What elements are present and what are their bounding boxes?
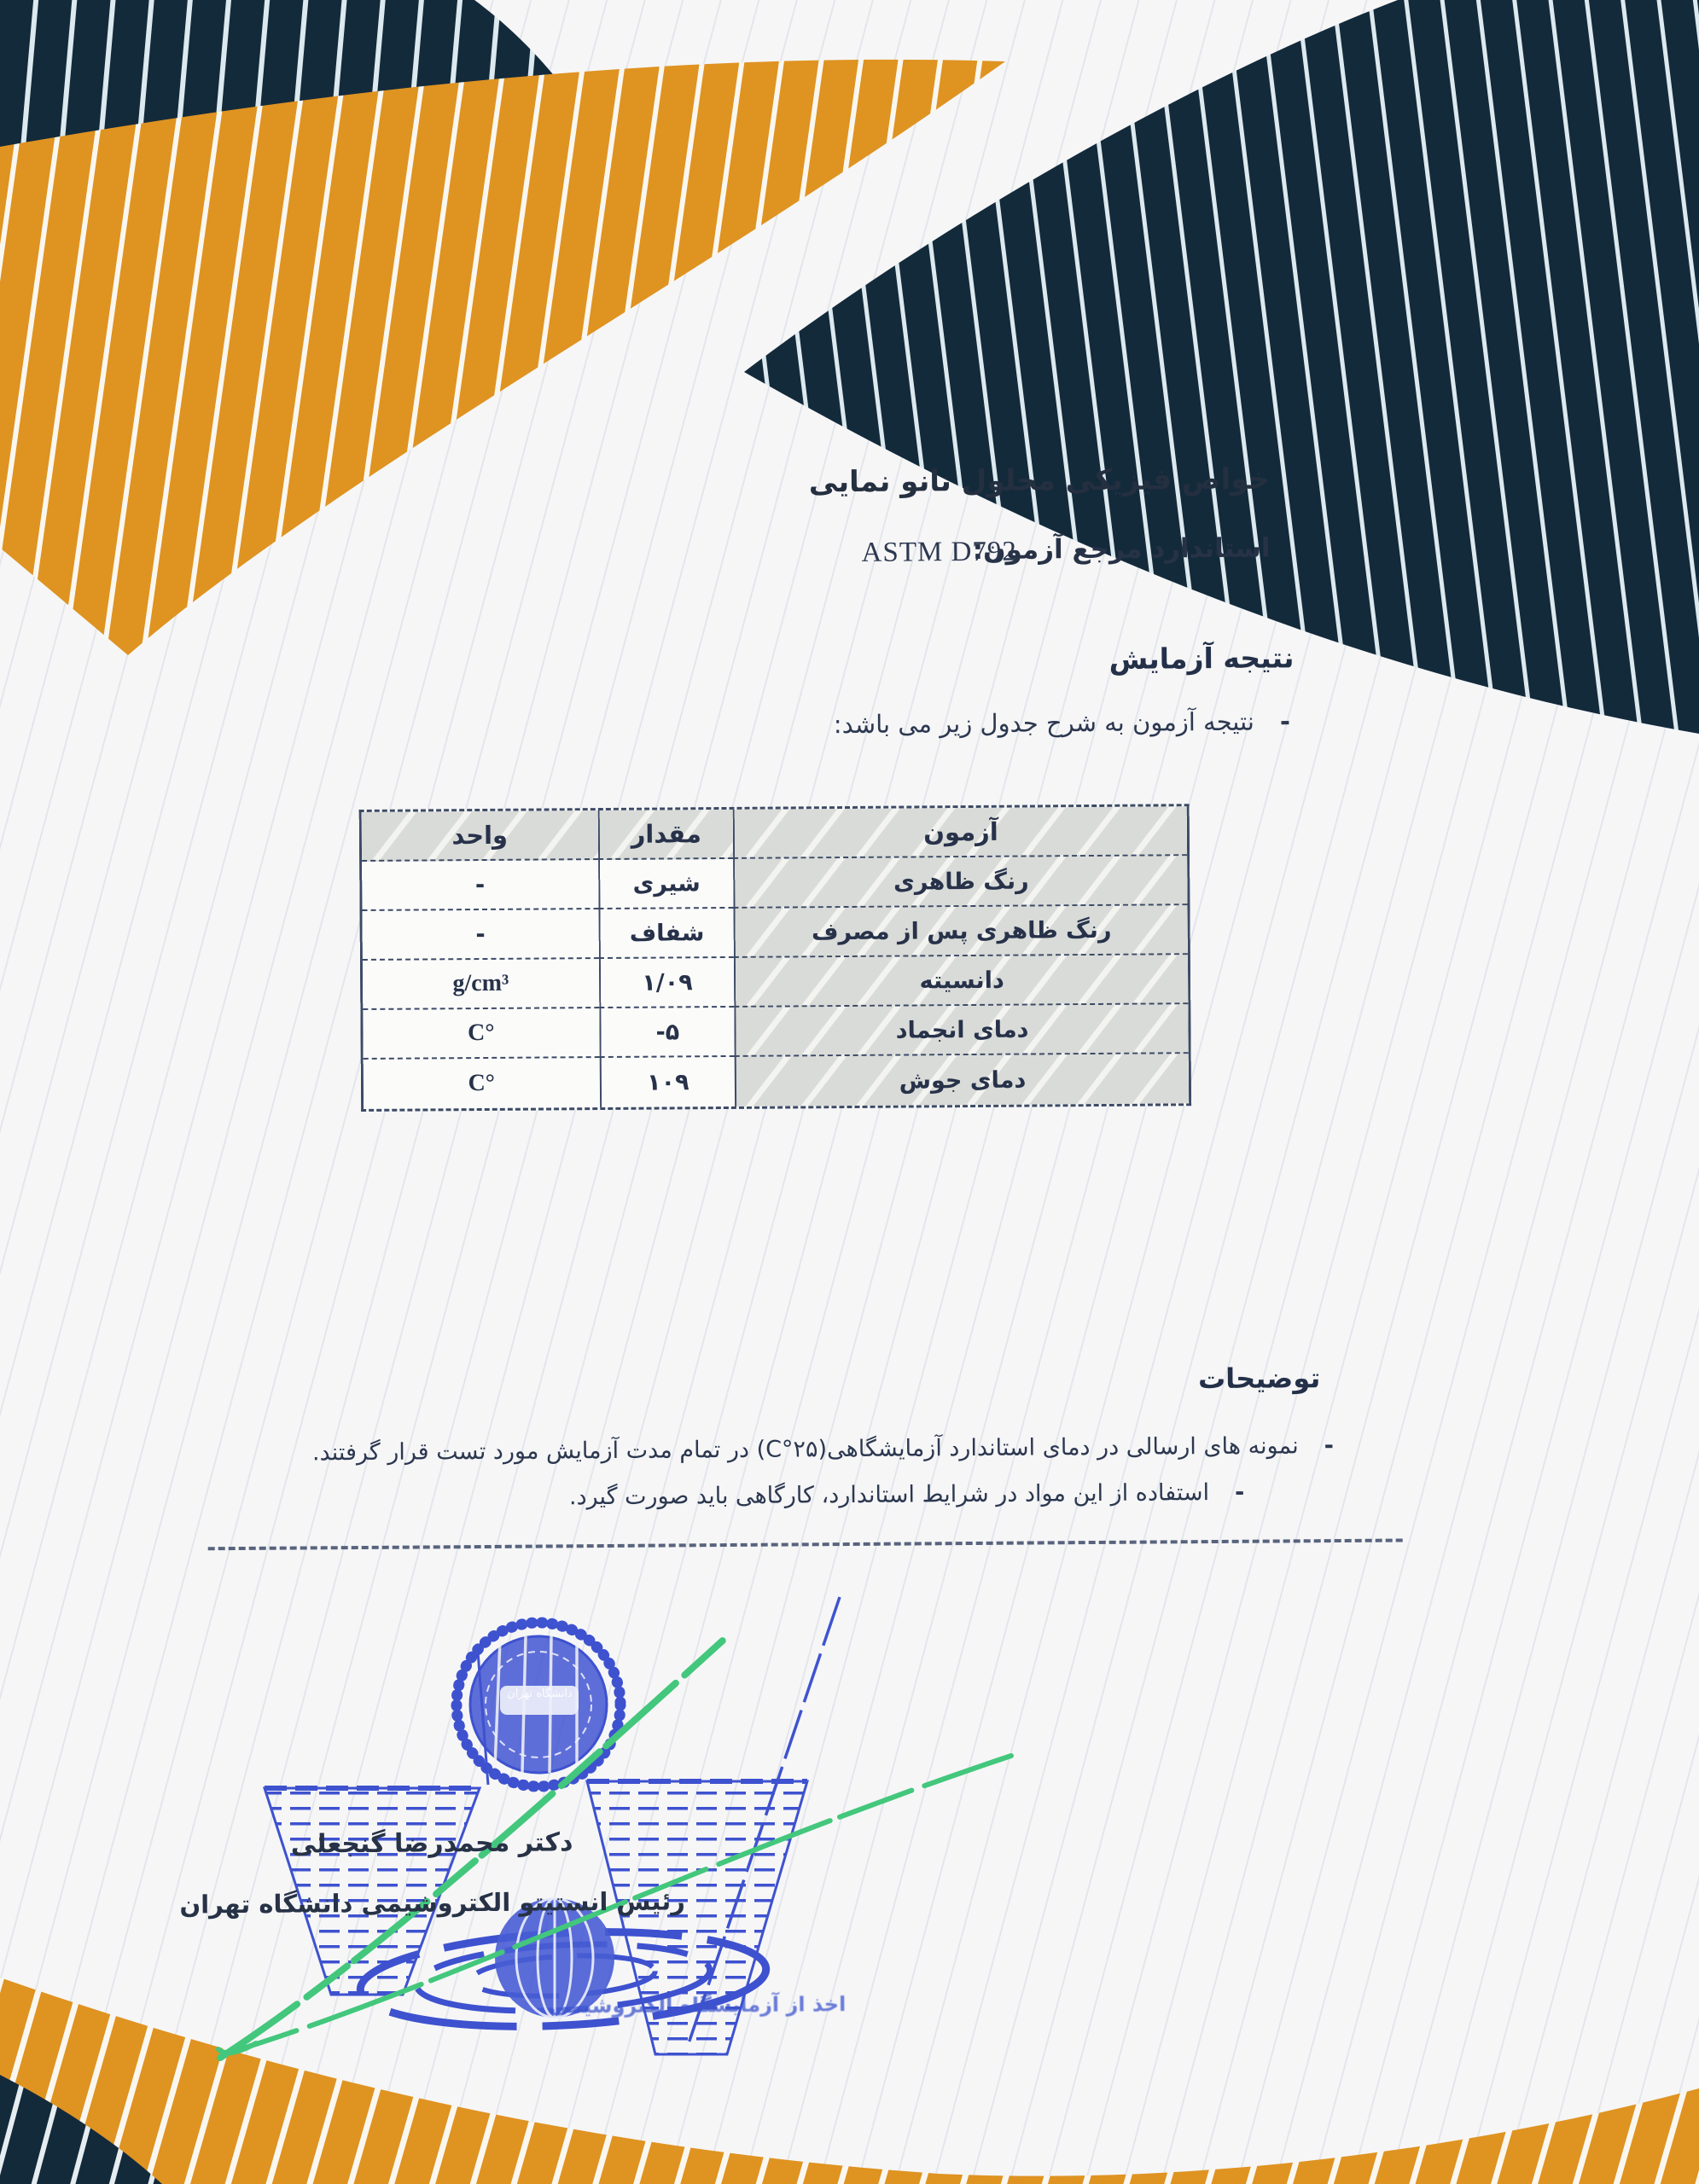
table-row-test: دمای انجماد — [734, 1004, 1188, 1057]
stamp-caption: اخذ از آزمایشگاه الکتروشیمی — [549, 1992, 847, 2018]
note-text: استفاده از این مواد در شرایط استاندارد، کارگاهی باید صورت گیرد. — [568, 1479, 1210, 1511]
bullet-dash: - — [1234, 1478, 1245, 1506]
note-line — [312, 1432, 1334, 1466]
page-title: خواص فیزیکی محلول نانو نمایی — [808, 462, 1271, 500]
result-bullet-text: نتیجه آزمون به شرح جدول زیر می باشد: — [833, 706, 1255, 740]
standard-reference-label: استاندارد مرجع آزمون: — [972, 532, 1271, 566]
bullet-dash: - — [1279, 706, 1291, 736]
table-row-value: ۱/۰۹ — [598, 958, 734, 1008]
note-text: نمونه های ارسالی در دمای استاندارد آزمایشگاهی(۲۵°C) در تمام مدت آزمایش مورد تست قرار گرفتند. — [311, 1432, 1299, 1467]
note-line — [569, 1479, 1245, 1511]
signatory-role: رئیس انستیتو الکتروشیمی دانشگاه تهران — [179, 1886, 685, 1920]
table-row-value: ۱۰۹ — [599, 1057, 735, 1107]
table-row-unit: g/cm³ — [363, 959, 599, 1010]
table-row-value: شفاف — [598, 909, 734, 959]
table-row-test: دانسیته — [734, 955, 1188, 1008]
table-row-test: رنگ ظاهری پس از مصرف — [734, 905, 1188, 958]
results-table — [359, 804, 1191, 1112]
notes-section-heading: توضیحات — [1197, 1362, 1321, 1396]
column-header-value: مقدار — [597, 810, 733, 860]
table-row-unit: °C — [363, 1008, 599, 1060]
table-row-test: دمای جوش — [735, 1054, 1189, 1107]
table-row-unit: - — [362, 860, 598, 911]
bullet-dash: - — [1324, 1432, 1335, 1460]
column-header-test: آزمون — [733, 806, 1187, 859]
dashed-divider — [208, 1538, 1403, 1550]
table-row-value: ۵- — [599, 1008, 735, 1058]
result-section-heading: نتیجه آزمایش — [1108, 641, 1295, 676]
column-header-unit: واحد — [362, 810, 598, 862]
table-row-unit: - — [363, 909, 599, 961]
table-row-unit: °C — [468, 1069, 496, 1097]
result-bullet-line — [834, 706, 1290, 739]
seal-text: دانشگاه تهران — [507, 1687, 573, 1700]
table-row-value: شیری — [598, 859, 734, 909]
signatory-name: دکتر محمدرضا گنجعلی — [290, 1827, 573, 1860]
standard-reference-value: ASTM D792 — [861, 536, 1017, 568]
table-row-test: رنگ ظاهری — [733, 856, 1187, 909]
